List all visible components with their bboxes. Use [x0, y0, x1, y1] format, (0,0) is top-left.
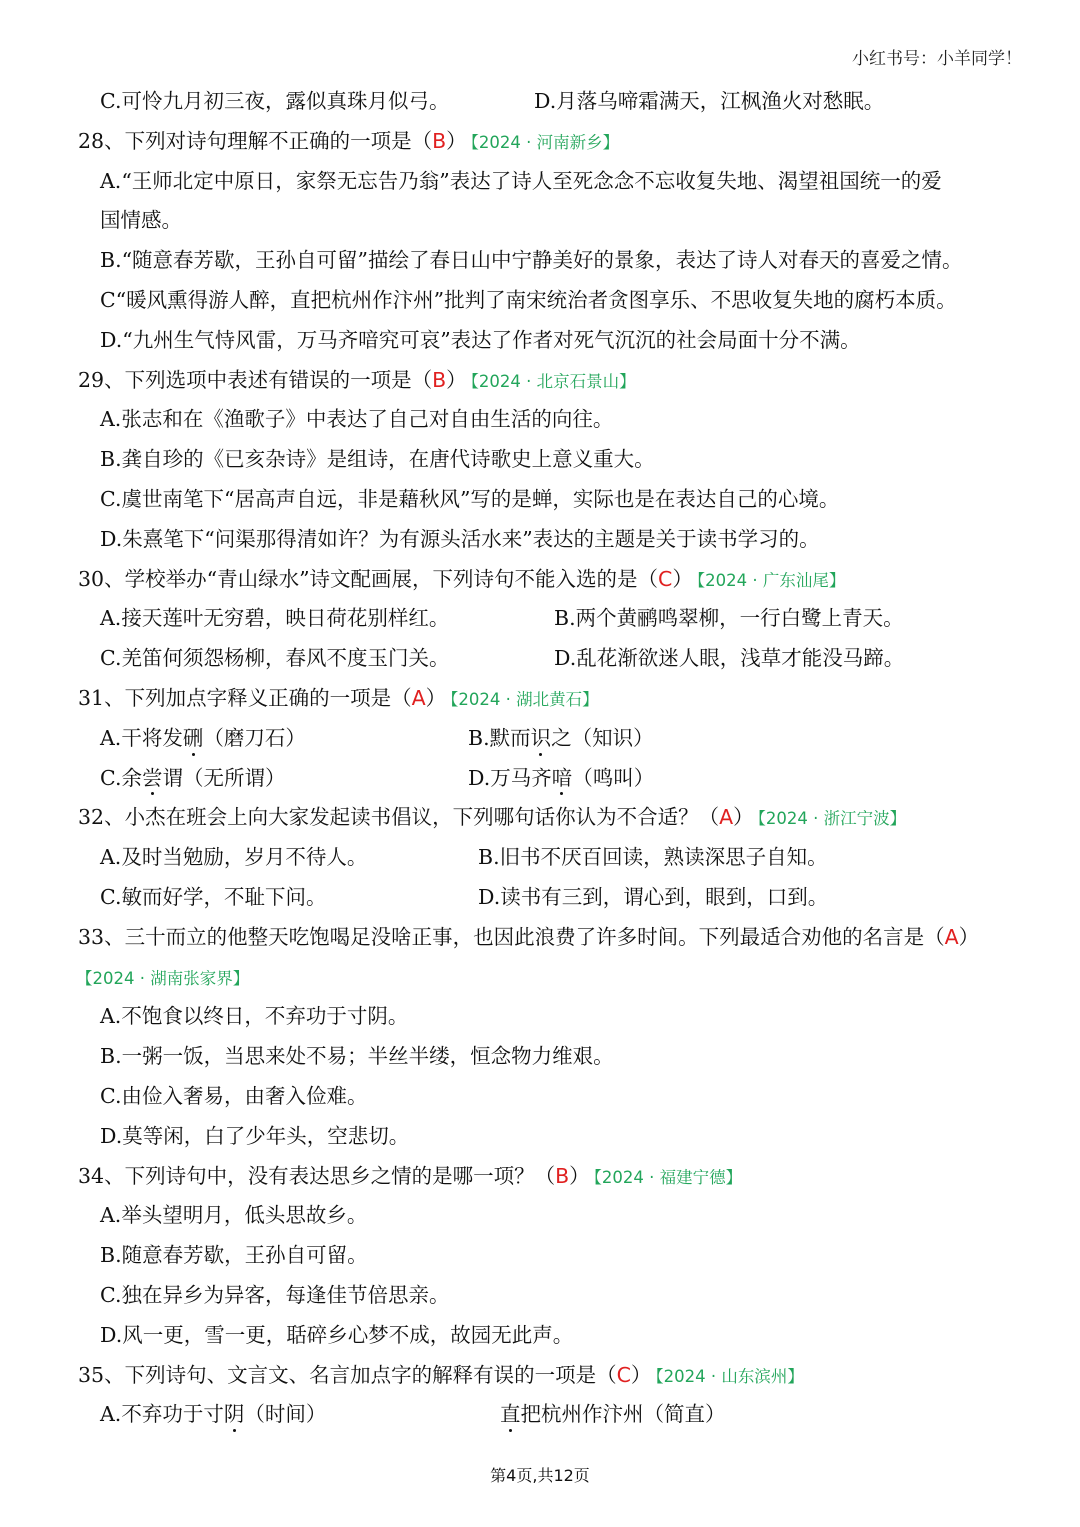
source-tag: 【2024 · 广东汕尾】	[696, 570, 846, 590]
option-d: D.月落乌啼霜满天，江枫渔火对愁眠。	[534, 89, 885, 113]
option-a: A.干将发硎（磨刀石）	[74, 726, 306, 750]
answer: C	[616, 1362, 631, 1387]
answer: B	[432, 367, 447, 392]
option-c: C.敏而好学，不耻下问。	[100, 884, 327, 909]
option-row	[74, 759, 1024, 799]
answer: A	[944, 924, 959, 949]
option-row	[74, 878, 1024, 918]
option-b: B.一粥一饭，当思来处不易；半丝半缕，恒念物力维艰。	[100, 1044, 614, 1069]
answer: A	[719, 805, 734, 830]
source-tag: 【2024 · 湖北黄石】	[450, 689, 599, 709]
option-c: C.由俭入奢易，由奢入俭难。	[100, 1083, 368, 1108]
answer: B	[432, 128, 447, 153]
option-b: B.随意春芳歇，王孙自可留。	[100, 1243, 368, 1268]
option-c: C.可怜九月初三夜，露似真珠月似弓。	[100, 89, 450, 113]
option-d: D.莫等闲，白了少年头，空悲切。	[100, 1123, 410, 1148]
option-d: D.读书有三到，谓心到，眼到，口到。	[478, 884, 829, 909]
account-watermark: 小红书号：小羊同学！	[852, 49, 1022, 69]
option-d: D.“九州生气恃风雷，万马齐喑究可哀”表达了作者对死气沉沉的社会局面十分不满。	[100, 327, 861, 352]
option-a-continued: 国情感。	[100, 208, 182, 233]
question-33-stem: 33、三十而立的他整天吃饱喝足没啥正事，也因此浪费了许多时间。下列最适合劝他的名言是（A）	[78, 924, 980, 949]
option-a: A.举头望明月，低头思故乡。	[100, 1203, 368, 1228]
option-b: B.“随意春芳歇，王孙自可留”描绘了春日山中宁静美好的景象，表达了诗人对春天的喜爱之情。	[100, 248, 963, 273]
option-row	[74, 1395, 1024, 1435]
page-number: 第4页,共12页	[490, 1466, 590, 1485]
dotted-char: 识	[531, 719, 552, 759]
question-29-stem: 29、下列选项中表述有错误的一项是（B） 【2024 · 北京石景山】	[78, 367, 636, 392]
option-row	[74, 82, 1024, 122]
option-d: D.朱熹笔下“问渠那得清如许？为有源头活水来”表达的主题是关于读书学习的。	[100, 526, 820, 551]
option-b: B.龚自珍的《已亥杂诗》是组诗，在唐代诗歌史上意义重大。	[100, 447, 655, 472]
option-c: C.余尝谓（无所谓）	[74, 766, 285, 790]
source-tag: 【2024 · 湖南张家界】	[76, 968, 250, 988]
option-b: B.默而识之（知识）	[468, 719, 654, 759]
question-33-source	[74, 958, 1024, 998]
option-c: C.羌笛何须怨杨柳，春风不度玉门关。	[100, 646, 450, 671]
option-a: A.张志和在《渔歌子》中表达了自己对自由生活的向往。	[100, 407, 614, 432]
question-31-stem: 31、下列加点字释义正确的一项是（A） 【2024 · 湖北黄石】	[78, 685, 599, 710]
dotted-char: 阴	[224, 1395, 245, 1435]
dotted-char: 尝	[142, 759, 163, 799]
option-row	[74, 639, 1024, 679]
option-c: C“暖风熏得游人醉，直把杭州作汴州”批判了南宋统治者贪图享乐、不思收复失地的腐朽本质。	[100, 287, 957, 312]
question-35-stem: 35、下列诗句、文言文、名言加点字的解释有误的一项是（C） 【2024 · 山东滨州】	[78, 1362, 804, 1387]
option-b: B.旧书不厌百回读，熟读深思子自知。	[478, 845, 828, 870]
answer: B	[555, 1163, 570, 1188]
option-b: 直把杭州作汴州（简直）	[500, 1395, 726, 1435]
question-28-stem: 28、下列对诗句理解不正确的一项是（B） 【2024 · 河南新乡】	[78, 128, 620, 153]
option-row	[74, 838, 1024, 878]
option-b: B.两个黄鹂鸣翠柳，一行白鹭上青天。	[554, 606, 904, 631]
option-d: D.乱花渐欲迷人眼，浅草才能没马蹄。	[554, 646, 905, 671]
option-d: D.风一更，雪一更，聒碎乡心梦不成，故园无此声。	[100, 1322, 574, 1347]
question-34-stem: 34、下列诗句中，没有表达思乡之情的是哪一项？（B） 【2024 · 福建宁德】	[78, 1163, 743, 1188]
question-30-stem: 30、学校举办“青山绿水”诗文配画展，下列诗句不能入选的是（C） 【2024 · 广东汕尾】	[78, 566, 846, 591]
dotted-char: 硎	[183, 719, 204, 759]
answer: C	[658, 566, 673, 591]
option-row	[74, 719, 1024, 759]
option-row	[74, 599, 1024, 639]
source-tag: 【2024 · 浙江宁波】	[757, 809, 907, 829]
source-tag: 【2024 · 山东滨州】	[655, 1366, 804, 1386]
option-a: A.不饱食以终日，不弃功于寸阴。	[100, 1004, 409, 1029]
question-list	[74, 82, 1024, 1435]
option-a: A.不弃功于寸阴（时间）	[74, 1402, 326, 1426]
dotted-char: 喑	[552, 759, 573, 799]
source-tag: 【2024 · 福建宁德】	[593, 1167, 743, 1187]
option-a: A.接天莲叶无穷碧，映日荷花别样红。	[100, 606, 450, 631]
question-32-stem: 32、小杰在班会上向大家发起读书倡议，下列哪句话你认为不合适？（A） 【2024 · 浙江宁波】	[78, 805, 907, 830]
option-a: A.“王师北定中原日，家祭无忘告乃翁”表达了诗人至死念念不忘收复失地、渴望祖国统一的爱	[100, 168, 942, 193]
answer: A	[411, 685, 426, 710]
option-c: C.虞世南笔下“居高声自远，非是藉秋风”写的是蝉，实际也是在表达自己的心境。	[100, 486, 840, 511]
option-a: A.及时当勉励，岁月不待人。	[100, 845, 368, 870]
source-tag: 【2024 · 河南新乡】	[470, 132, 620, 152]
option-c: C.独在异乡为异客，每逢佳节倍思亲。	[100, 1282, 450, 1307]
source-tag: 【2024 · 北京石景山】	[470, 371, 636, 391]
option-d: D.万马齐喑（鸣叫）	[468, 759, 654, 799]
dotted-char: 直	[500, 1395, 521, 1435]
